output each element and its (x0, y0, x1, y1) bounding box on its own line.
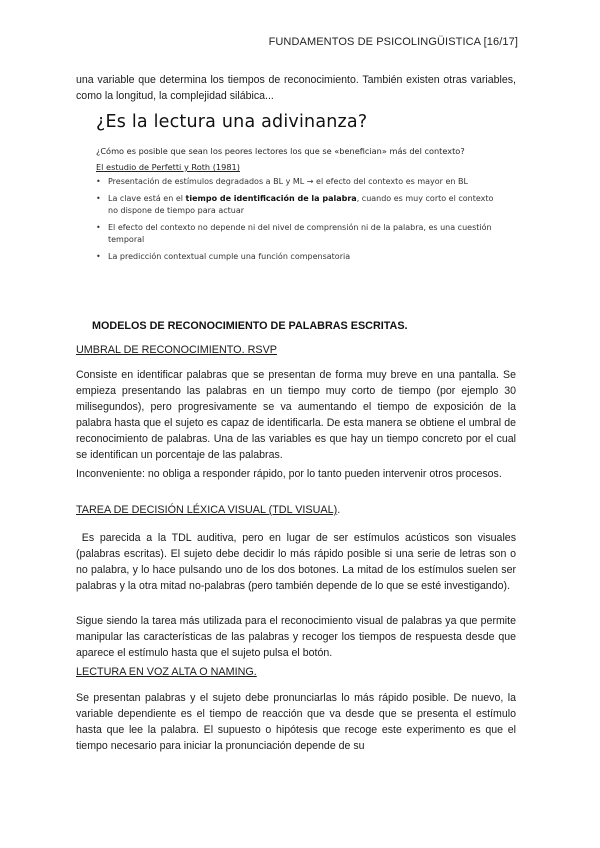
intro-paragraph: una variable que determina los tiempos de reconocimiento. También existen otras variables, como la longitud, la complejidad silábica... (76, 74, 516, 102)
umbral-paragraph-1: Consiste en identificar palabras que se presentan de forma muy breve en una pantalla. Se empieza presentando las palabras en un tiempo muy corto de tiempo (por ejemplo 30 milisegundos), pero progresivamente se va aumentando el tiempo de exposición de la palabra hasta que el sujeto es capaz de identificarla. De esta manera se obtiene el umbral de reconocimiento de palabras. Una de las variables es que hay un tiempo concreto por el cual se identifican un porcentaje de las palabras. (76, 369, 516, 461)
page-header: FUNDAMENTOS DE PSICOLINGÜISTICA [16/17] (268, 36, 518, 48)
bullet-icon: • (96, 252, 101, 261)
naming-paragraph-1: Se presentan palabras y el sujeto debe pronunciarlas lo más rápido posible. De nuevo, la variable dependiente es el tiempo de reacción que va desde que se presenta el estímulo hasta que lee la palabra. El supuesto o hipótesis que recoge este experimento es que el tiempo necesario para iniciar la pronunciación depende de su (76, 692, 516, 752)
slide-bullet (96, 222, 496, 246)
embedded-slide (96, 112, 496, 268)
tdl-heading-suffix: . (337, 504, 341, 516)
slide-bullet-text: La predicción contextual cumple una función compensatoria (108, 252, 351, 261)
tdl-paragraph-1: Es parecida a la TDL auditiva, pero en lugar de ser estímulos acústicos son visuales (palabras escritas). El sujeto debe decidir lo más rápido posible si una serie de letras son o no palabra, y lo hace pulsando uno de los dos botones. La mitad de los estímulos suelen ser palabras y la otra mitad no-palabras (pero también depende de lo que se esté investigando). (76, 532, 519, 592)
umbral-heading: UMBRAL DE RECONOCIMIENTO. RSVP (76, 344, 277, 356)
slide-bullet-text-pre: La clave está en el (108, 194, 186, 203)
slide-bullet (96, 251, 496, 263)
slide-question: ¿Cómo es posible que sean los peores lectores los que se «benefician» más del contexto? (96, 146, 465, 156)
slide-bullet-text-post: , cuando es muy corto el contexto no dispone de tiempo para actuar (108, 194, 494, 215)
slide-bullet (96, 193, 496, 217)
slide-bullet (96, 176, 496, 188)
bullet-icon: • (96, 223, 101, 232)
bullet-icon: • (96, 177, 101, 186)
slide-bullet-text: El efecto del contexto no depende ni del nivel de comprensión ni de la palabra, es una cuestión temporal (108, 223, 492, 244)
bullet-icon: • (96, 194, 101, 203)
tdl-heading-container (76, 504, 340, 516)
naming-heading: LECTURA EN VOZ ALTA O NAMING. (76, 666, 257, 678)
slide-study-reference: El estudio de Perfetti y Roth (1981) (96, 162, 240, 172)
tdl-paragraph-2: Sigue siendo la tarea más utilizada para el reconocimiento visual de palabras ya que permite manipular las características de las palabras y recoger los tiempos de respuesta desde que aparece el estímulo hasta que el sujeto pulsa el botón. (76, 615, 516, 659)
slide-bullet-text-bold: tiempo de identificación de la palabra (185, 194, 357, 203)
slide-title: ¿Es la lectura una adivinanza? (96, 112, 368, 132)
slide-bullet-list (96, 176, 496, 263)
tdl-heading: TAREA DE DECISIÓN LÉXICA VISUAL (TDL VISUAL) (76, 504, 338, 516)
section-title: MODELOS DE RECONOCIMIENTO DE PALABRAS ESCRITAS. (92, 320, 408, 332)
slide-bullet-text: Presentación de estímulos degradados a BL y ML → el efecto del contexto es mayor en BL (108, 177, 468, 186)
umbral-paragraph-2: Inconveniente: no obliga a responder rápido, por lo tanto pueden intervenir otros procesos. (76, 468, 502, 480)
